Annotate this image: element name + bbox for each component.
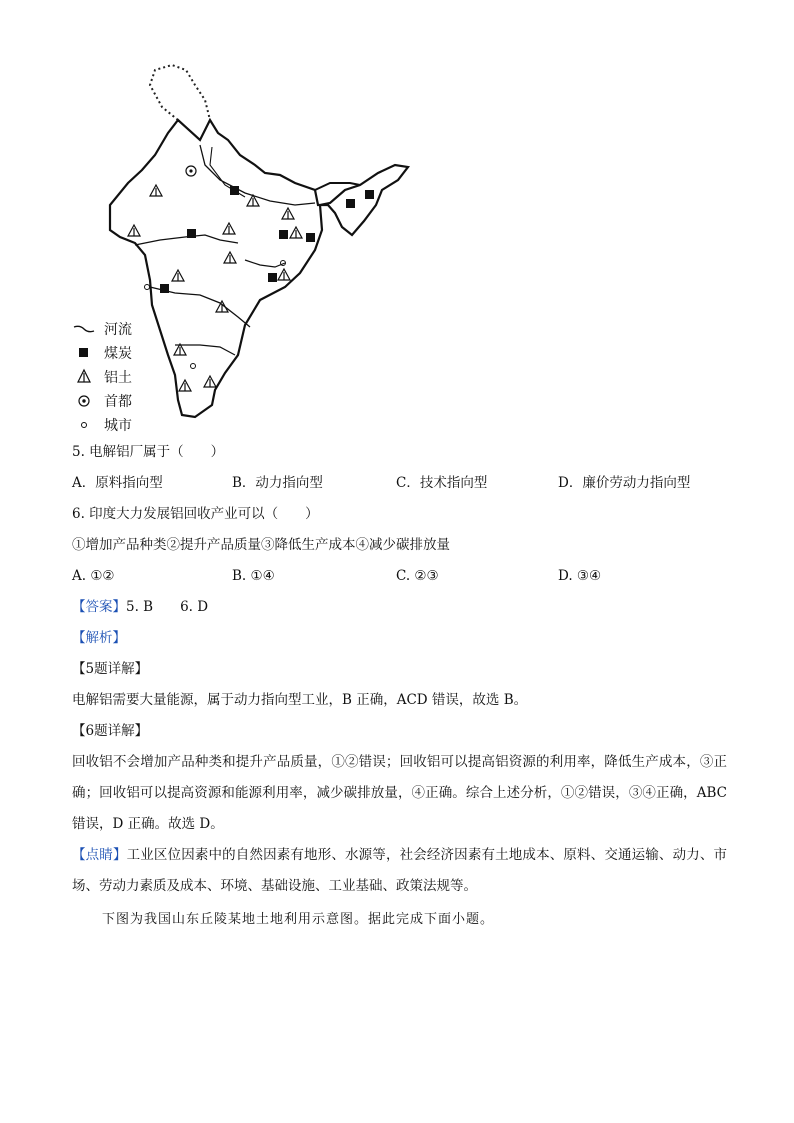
q5-detail-text: 电解铝需要大量能源，属于动力指向型工业，B 正确，ACD 错误，故选 B。 xyxy=(72,692,528,708)
legend-label: 首都 xyxy=(104,394,132,410)
q6-items: ①增加产品种类②提升产品质量③降低生产成本④减少碳排放量 xyxy=(72,537,450,553)
mahanadi-river xyxy=(245,260,285,267)
q6-detail-tag: 【6题详解】 xyxy=(72,723,149,739)
coal-icon xyxy=(230,186,239,195)
coal-icon xyxy=(306,233,315,242)
q6-stem: 6. 印度大力发展铝回收产业可以（ ） xyxy=(72,506,319,522)
legend-label: 煤炭 xyxy=(104,346,132,362)
bauxite-icon xyxy=(224,252,236,263)
coal-icon xyxy=(279,230,288,239)
q6-detail-text: 回收铝不会增加产品种类和提升产品质量，①②错误；回收铝可以提高铝资源的利用率，降低生产成本，③正确；回收铝可以提高资源和能源利用率，减少碳排放量，④正确。综合上述分析，①②错误，③④正确，ABC 错误，D 正确。故选 D。 xyxy=(72,754,727,832)
city-icon xyxy=(145,285,150,290)
tip-paragraph xyxy=(72,840,727,902)
coal-icon xyxy=(268,273,277,282)
legend-city xyxy=(72,414,132,436)
answer-text: 5. B 6. D xyxy=(126,599,209,615)
q5-detail-tag: 【5题详解】 xyxy=(72,661,149,677)
disputed-border xyxy=(150,65,210,120)
q6-option-c: C. ②③ xyxy=(396,568,439,584)
bauxite-icon xyxy=(174,344,186,355)
next-question-intro: 下图为我国山东丘陵某地土地利用示意图。据此完成下面小题。 xyxy=(102,912,495,927)
bauxite-icon xyxy=(128,225,140,236)
city-icon xyxy=(191,364,196,369)
q5-option-c: C．技术指向型 xyxy=(396,475,488,491)
coal-markers xyxy=(160,186,374,293)
coal-icon xyxy=(346,199,355,208)
q6-option-d: D. ③④ xyxy=(558,568,602,584)
legend-capital xyxy=(72,390,132,412)
q5-option-a: A．原料指向型 xyxy=(72,475,163,491)
capital-icon xyxy=(186,166,196,176)
bauxite-icon xyxy=(290,227,302,238)
q5-option-d: D．廉价劳动力指向型 xyxy=(558,475,691,491)
q6-option-a: A. ①② xyxy=(72,568,115,584)
bauxite-icon xyxy=(282,208,294,219)
coal-icon xyxy=(365,190,374,199)
tip-tag: 【点睛】 xyxy=(72,847,127,863)
coal-icon xyxy=(187,229,196,238)
answer-line xyxy=(72,597,208,617)
bauxite-icon xyxy=(150,185,162,196)
coal-icon xyxy=(160,284,169,293)
bauxite-icon xyxy=(179,380,191,391)
river-icon xyxy=(72,319,96,339)
legend-label: 河流 xyxy=(104,322,132,338)
analysis-tag: 【解析】 xyxy=(72,630,126,646)
legend-label: 铝土 xyxy=(104,370,132,386)
legend-bauxite xyxy=(72,366,132,388)
bauxite-icon xyxy=(204,376,216,387)
q5-stem: 5. 电解铝厂属于（ ） xyxy=(72,444,225,460)
bauxite-icon xyxy=(172,270,184,281)
bauxite-icon xyxy=(72,367,96,387)
answer-tag: 【答案】 xyxy=(72,599,126,615)
city-icon xyxy=(72,415,96,435)
bauxite-icon xyxy=(223,223,235,234)
q6-option-b: B. ①④ xyxy=(232,568,275,584)
bauxite-icon xyxy=(278,269,290,280)
capital-icon xyxy=(72,391,96,411)
q5-option-b: B．动力指向型 xyxy=(232,475,323,491)
krishna-river xyxy=(175,345,235,355)
legend-label: 城市 xyxy=(104,418,132,434)
legend-coal xyxy=(72,342,132,364)
tip-text: 工业区位因素中的自然因素有地形、水源等，社会经济因素有土地成本、原料、交通运输、动力、市场、劳动力素质及成本、环境、基础设施、工业基础、政策法规等。 xyxy=(72,847,728,894)
legend-river xyxy=(72,318,132,340)
india-outline xyxy=(110,120,408,417)
coal-icon xyxy=(72,343,96,363)
narmada-river xyxy=(135,235,238,245)
